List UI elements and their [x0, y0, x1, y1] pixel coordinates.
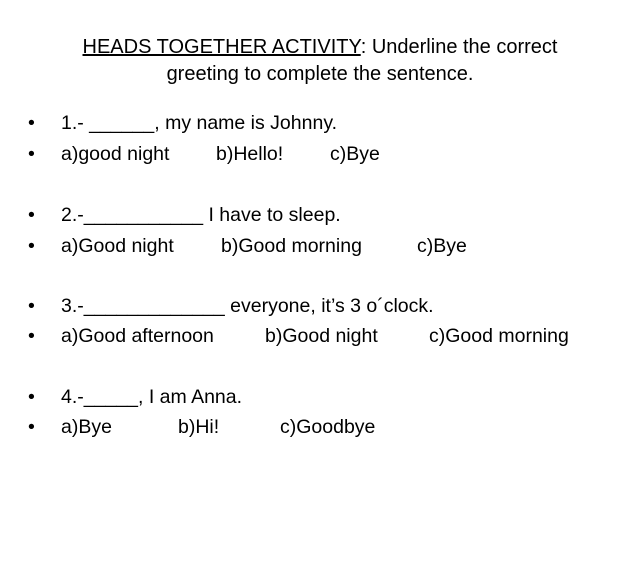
bullet-icon: •: [28, 235, 35, 257]
option-a[interactable]: a)Bye: [61, 416, 112, 438]
question-options: [28, 413, 376, 441]
activity-title: [40, 34, 600, 88]
sentence-text: 1.- ______, my name is Johnny.: [61, 112, 338, 134]
question-sentence: [28, 292, 434, 320]
option-b[interactable]: b)Good night: [265, 325, 378, 347]
question-options: [28, 232, 467, 260]
option-c[interactable]: c)Bye: [330, 143, 380, 165]
option-a[interactable]: a)good night: [61, 143, 170, 165]
bullet-icon: •: [28, 325, 35, 347]
sentence-text: 2.-___________ I have to sleep.: [61, 204, 341, 226]
option-b[interactable]: b)Hello!: [216, 143, 284, 165]
question-options: [28, 322, 569, 350]
activity-title-line2: greeting to complete the sentence.: [166, 63, 474, 85]
activity-title-heading: HEADS TOGETHER ACTIVITY: [82, 36, 361, 58]
bullet-icon: •: [28, 204, 35, 226]
option-a[interactable]: a)Good night: [61, 235, 174, 257]
sentence-text: 3.-_____________ everyone, it’s 3 o´clock.: [61, 295, 434, 317]
question-sentence: [28, 201, 341, 229]
bullet-icon: •: [28, 295, 35, 317]
activity-title-rest: : Underline the correct: [360, 36, 558, 58]
bullet-icon: •: [28, 112, 35, 134]
question-options: [28, 140, 380, 168]
option-a[interactable]: a)Good afternoon: [61, 325, 214, 347]
option-c[interactable]: c)Good morning: [429, 325, 569, 347]
option-b[interactable]: b)Good morning: [221, 235, 362, 257]
option-c[interactable]: c)Bye: [417, 235, 467, 257]
option-c[interactable]: c)Goodbye: [280, 416, 376, 438]
question-sentence: [28, 109, 338, 137]
question-sentence: [28, 383, 243, 411]
option-b[interactable]: b)Hi!: [178, 416, 220, 438]
bullet-icon: •: [28, 416, 35, 438]
bullet-icon: •: [28, 386, 35, 408]
bullet-icon: •: [28, 143, 35, 165]
sentence-text: 4.-_____, I am Anna.: [61, 386, 243, 408]
